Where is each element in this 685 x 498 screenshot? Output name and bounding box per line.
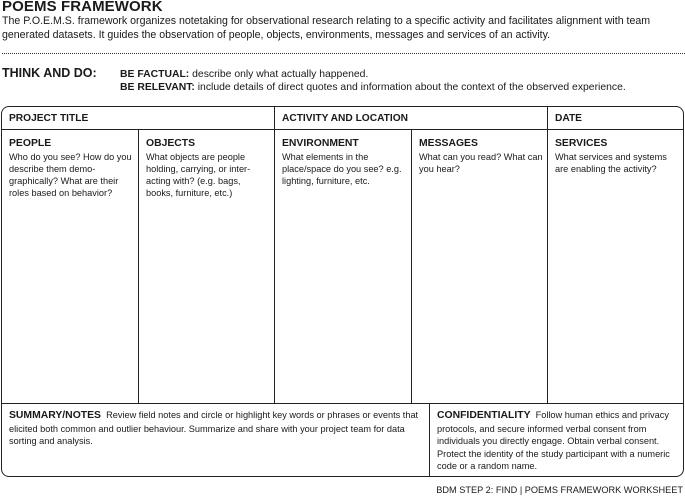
column-prompt: What can you read? What can you hear? [419, 152, 543, 174]
date-field[interactable]: DATE [555, 113, 582, 124]
column-title: SERVICES [555, 138, 608, 149]
tip-be-factual [120, 68, 368, 81]
page-footer: BDM STEP 2: FIND | POEMS FRAMEWORK WORKSHEET [436, 485, 683, 495]
column-prompt: What elements in the place/space do you see? e.g. lighting, furniture, etc. [282, 152, 402, 186]
column-prompt: Who do you see? How do you describe them demo-graphically? What are their roles based on behavior? [9, 152, 132, 198]
summary-title: SUMMARY/NOTES [9, 410, 101, 421]
tip-label: BE RELEVANT: [120, 82, 195, 93]
services-column[interactable] [555, 137, 680, 175]
column-divider [429, 403, 430, 477]
project-title-field[interactable]: PROJECT TITLE [9, 113, 89, 124]
objects-column[interactable] [146, 137, 270, 199]
messages-column[interactable] [419, 137, 543, 175]
intro-paragraph: The P.O.E.M.S. framework organizes notetaking for observational research relating to a specific activity and facilitates alignment with team generated datasets. It guides the observation of people, objects, environments, messages and services of an activity. [2, 15, 651, 41]
think-and-do-label: THINK AND DO: [2, 66, 97, 80]
column-divider [138, 129, 139, 403]
tip-be-relevant [120, 81, 626, 94]
tip-label: BE FACTUAL: [120, 69, 190, 80]
header-row-divider [2, 129, 684, 130]
people-column[interactable] [9, 137, 134, 199]
column-divider [274, 107, 275, 403]
poems-worksheet [1, 106, 684, 477]
activity-location-field[interactable]: ACTIVITY AND LOCATION [282, 113, 409, 124]
environment-column[interactable] [282, 137, 406, 187]
summary-notes-box[interactable] [9, 409, 419, 448]
column-title: MESSAGES [419, 138, 478, 149]
column-title: ENVIRONMENT [282, 138, 359, 149]
tip-text: include details of direct quotes and information about the context of the observed experience. [194, 82, 626, 93]
confidentiality-title: CONFIDENTIALITY [437, 410, 531, 421]
page-title: POEMS FRAMEWORK [2, 0, 163, 15]
summary-text: Review field notes and circle or highlight key words or phrases or events that elicited both common and outlier behaviour. Summarize and share with your project team for data sorting and analysis. [9, 410, 419, 446]
column-divider [547, 107, 548, 403]
summary-divider [2, 403, 684, 404]
confidentiality-text: Follow human ethics and privacy protocols, and secure informed verbal consent from individuals you directly engage. Obtain verbal consent. Protect the identity of the study participant with a numeric code or a random name. [437, 410, 670, 471]
tip-text: describe only what actually happened. [189, 69, 369, 80]
column-prompt: What services and systems are enabling the activity? [555, 152, 667, 174]
column-title: PEOPLE [9, 138, 52, 149]
column-divider [411, 129, 412, 403]
column-title: OBJECTS [146, 138, 196, 149]
column-prompt: What objects are people holding, carrying, or inter-acting with? (e.g. bags, books, furniture, etc.) [146, 152, 251, 198]
dotted-divider [2, 53, 685, 54]
confidentiality-box [437, 409, 679, 473]
